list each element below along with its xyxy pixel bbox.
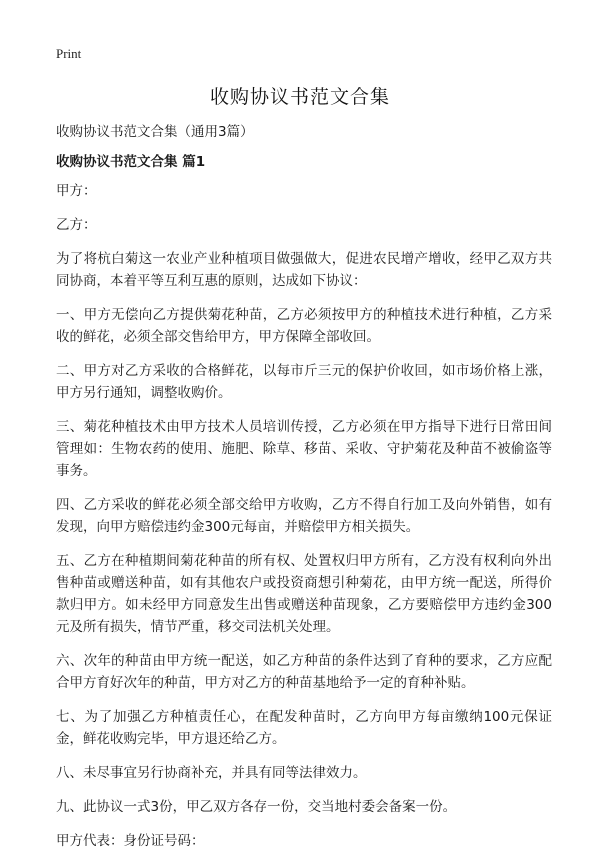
clause-8: 八、未尽事宜另行协商补充，并具有同等法律效力。 <box>56 765 367 781</box>
clause-2: 二、甲方对乙方采收的合格鲜花，以每市斤三元的保护价收回，如市场价格上涨，甲方另行通知，调整收购价。 <box>56 363 552 401</box>
print-link[interactable]: Print <box>56 46 82 61</box>
section-heading: 收购协议书范文合集 篇1 <box>56 154 206 170</box>
clause-9: 九、此协议一式3份，甲乙双方各存一份，交当地村委会备案一份。 <box>56 799 457 815</box>
preamble-paragraph: 为了将杭白菊这一农业产业种植项目做强做大，促进农民增产增收，经甲乙双方共同协商，本着平等互利互惠的原则，达成如下协议： <box>56 251 552 289</box>
clause-4: 四、乙方采收的鲜花必须全部交给甲方收购，乙方不得自行加工及向外销售，如有发现，向甲方赔偿违约金300元每亩，并赔偿甲方相关损失。 <box>56 497 552 535</box>
clause-6: 六、次年的种苗由甲方统一配送，如乙方种苗的条件达到了育种的要求，乙方应配合甲方育好次年的种苗，甲方对乙方的种苗基地给予一定的育种补贴。 <box>56 653 552 691</box>
clause-5: 五、乙方在种植期间菊花种苗的所有权、处置权归甲方所有，乙方没有权利向外出售种苗或赠送种苗，如有其他农户或投资商想引种菊花，由甲方统一配送，所得价款归甲方。如未经甲方同意发生出售或赠送种苗现象，乙方要赔偿甲方违约金300元及所有损失，情节严重，移交司法机关处理。 <box>56 553 552 635</box>
clause-7: 七、为了加强乙方种植责任心，在配发种苗时，乙方向甲方每亩缴纳100元保证金，鲜花收购完毕，甲方退还给乙方。 <box>56 709 552 747</box>
party-b-line: 乙方： <box>56 217 97 233</box>
clause-1: 一、甲方无偿向乙方提供菊花种苗，乙方必须按甲方的种植技术进行种植，乙方采收的鲜花，必须全部交售给甲方，甲方保障全部收回。 <box>56 307 552 345</box>
document-subtitle: 收购协议书范文合集（通用3篇） <box>56 124 254 140</box>
page-title: 收购协议书范文合集 <box>209 86 390 108</box>
party-a-representative-line: 甲方代表：身份证号码： <box>56 833 205 849</box>
clause-3: 三、菊花种植技术由甲方技术人员培训传授，乙方必须在甲方指导下进行日常田间管理如：生物农药的使用、施肥、除草、移苗、采收、守护菊花及种苗不被偷盗等事务。 <box>56 419 552 479</box>
document-body <box>56 180 552 864</box>
party-a-line: 甲方： <box>56 183 97 199</box>
